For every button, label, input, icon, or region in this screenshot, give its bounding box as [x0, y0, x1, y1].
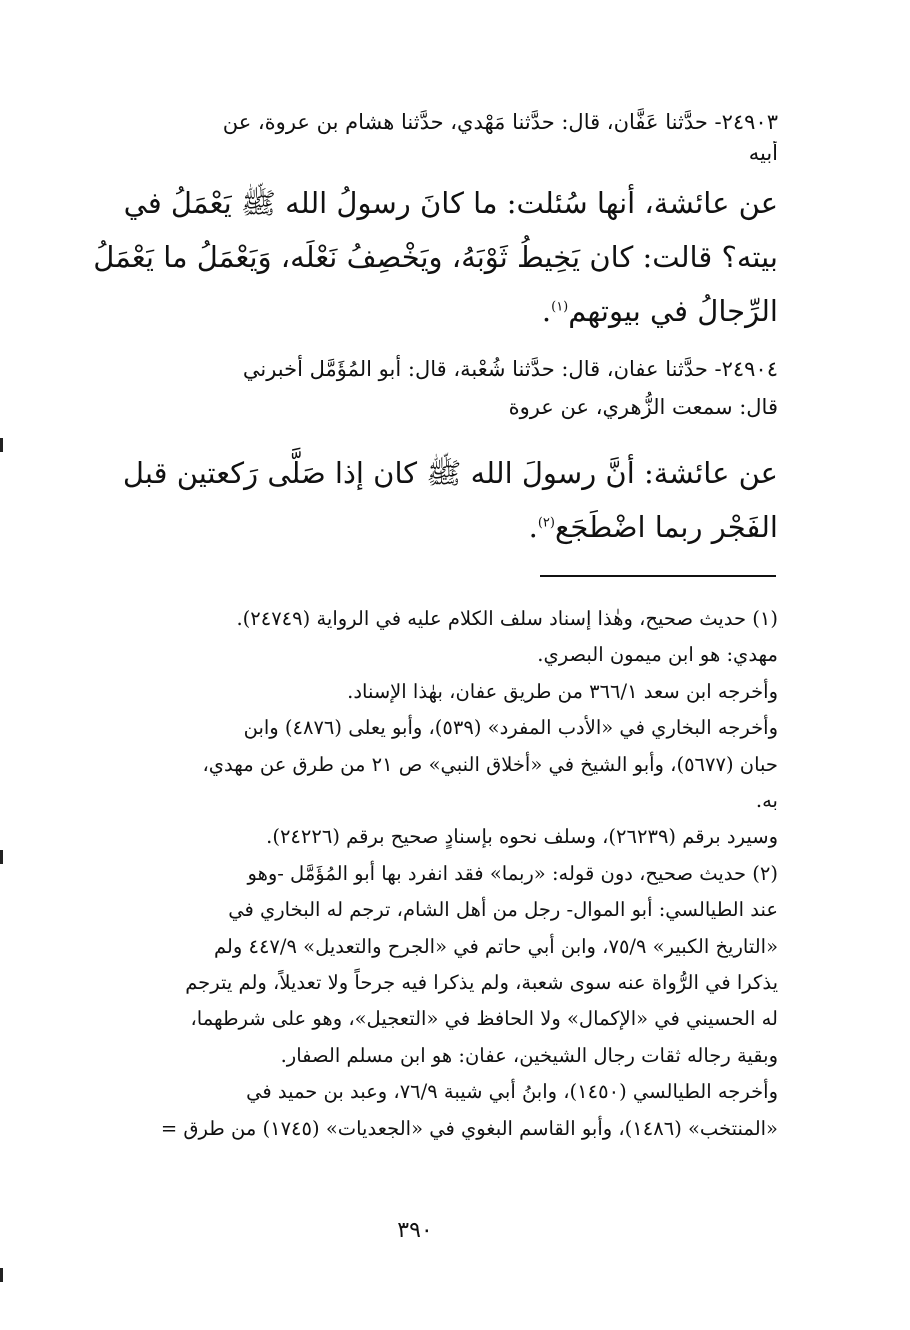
- footnote-line: (٢) حديث صحيح، دون قوله: «ربما» فقد انفرد بها أبو المُؤَمَّل -وهو: [247, 861, 778, 885]
- scan-edge-mark: [0, 1268, 3, 1282]
- footnotes: [78, 601, 778, 1147]
- footnote-line: وأخرجه ابن سعد ٣٦٦/١ من طريق عفان، بهٰذا الإسناد.: [347, 679, 778, 703]
- matn-line: بيته؟ قالت: كان يَخِيطُ ثَوْبَهُ، ويَخْصِفُ نَعْلَه، وَيَعْمَلُ ما يَعْمَلُ: [93, 240, 778, 274]
- isnad-line: ٢٤٩٠٣- حدَّثنا عَفَّان، قال: حدَّثنا مَهْدي، حدَّثنا هشام بن عروة، عن: [222, 110, 778, 134]
- footnote-line: (١) حديث صحيح، وهٰذا إسناد سلف الكلام عليه في الرواية (٢٤٧٤٩).: [236, 607, 778, 630]
- isnad-line: ٢٤٩٠٤- حدَّثنا عفان، قال: حدَّثنا شُعْبة، قال: أبو المُؤَمَّل أخبرني: [242, 357, 778, 381]
- isnad-line: قال: سمعت الزُّهري، عن عروة: [508, 395, 778, 419]
- hadith-24903-matn: [78, 176, 778, 338]
- matn-line-last: [78, 500, 778, 554]
- matn-line-last: [78, 284, 778, 338]
- footnote-line: وبقية رجاله ثقات رجال الشيخين، عفان: هو ابن مسلم الصفار.: [280, 1043, 778, 1067]
- matn-line: عن عائشة، أنها سُئلت: ما كانَ رسولُ الله ﷺ يَعْمَلُ في: [123, 186, 778, 220]
- footnote-line: به.: [755, 789, 778, 813]
- footnote-line: حبان (٥٦٧٧)، وأبو الشيخ في «أخلاق النبي» ص ٢١ من طرق عن مهدي،: [202, 752, 778, 776]
- scan-edge-mark: [0, 438, 3, 452]
- matn-text: الفَجْر ربما اضْطَجَع: [554, 510, 778, 544]
- footnote-line: له الحسيني في «الإكمال» ولا الحافظ في «التعجيل»، وهو على شرطهما،: [190, 1007, 778, 1031]
- footnote-ref: (٢): [537, 515, 555, 531]
- footnote-line: وأخرجه البخاري في «الأدب المفرد» (٥٣٩)، وأبو يعلى (٤٨٧٦) وابن: [243, 716, 778, 740]
- hadith-24904-matn: [78, 446, 778, 554]
- footnote-separator: [540, 575, 776, 577]
- matn-end: .: [528, 510, 538, 544]
- footnote-line: يذكرا في الرُّواة عنه سوى شعبة، ولم يذكرا فيه جرحاً ولا تعديلاً، ولم يترجم: [185, 971, 778, 995]
- page-number: ٣٩٠: [397, 1218, 433, 1243]
- footnote-line: وسيرد برقم (٢٦٢٣٩)، وسلف نحوه بإسنادٍ صحيح برقم (٢٤٢٢٦).: [266, 825, 778, 849]
- hadith-24904-isnad: [78, 350, 778, 426]
- matn-end: .: [541, 294, 552, 328]
- matn-text: الرِّجالُ في بيوتهم: [568, 294, 778, 328]
- footnote-line: عند الطيالسي: أبو الموال- رجل من أهل الشام، ترجم له البخاري في: [228, 898, 778, 922]
- scan-edge-mark: [0, 850, 3, 864]
- matn-line: عن عائشة: أنَّ رسولَ الله ﷺ كان إذا صَلَّى رَكعتين قبل: [122, 456, 778, 490]
- footnote-line: وأخرجه الطيالسي (١٤٥٠)، وابنُ أبي شيبة ٧٦/٩، وعبد بن حميد في: [246, 1080, 778, 1104]
- hadith-24903-isnad: [78, 103, 778, 165]
- footnote-line: «التاريخ الكبير» ٧٥/٩، وابن أبي حاتم في «الجرح والتعديل» ٤٤٧/٩ ولم: [213, 934, 778, 958]
- isnad-line: أبيه: [748, 141, 778, 165]
- footnote-ref: (١): [551, 299, 569, 315]
- footnote-line: مهدي: هو ابن ميمون البصري.: [537, 643, 778, 667]
- footnote-line: «المنتخب» (١٤٨٦)، وأبو القاسم البغوي في «الجعديات» (١٧٤٥) من طرق =: [160, 1116, 778, 1140]
